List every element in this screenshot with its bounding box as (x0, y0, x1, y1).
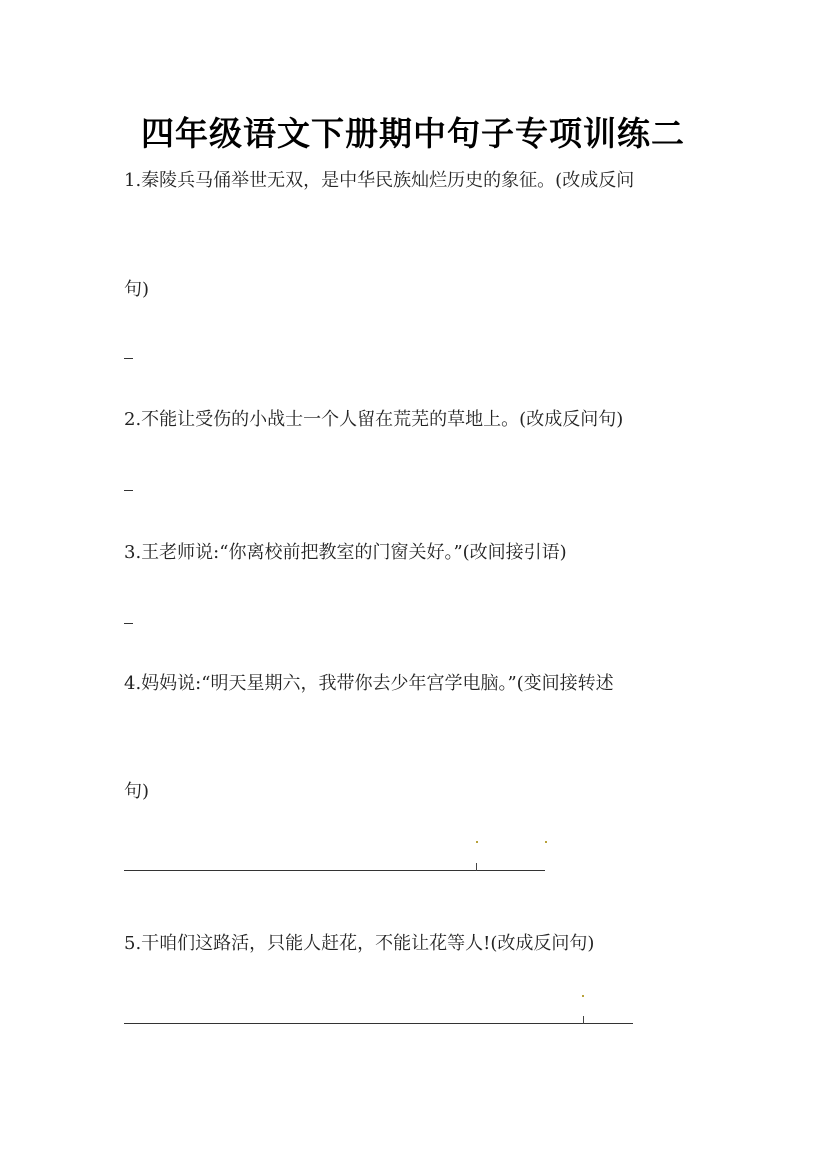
question-4-text-continued: 句) (124, 781, 150, 802)
question-4-answer-line[interactable] (124, 870, 545, 871)
question-2-text: 2.不能让受伤的小战士一个人留在荒芜的草地上。(改成反问句) (124, 409, 624, 430)
question-5-text: 5.干咱们这路活，只能人赶花，不能让花等人!(改成反问句) (124, 933, 595, 954)
question-4-text: 4.妈妈说:“明天星期六，我带你去少年宫学电脑。”(变间接转述 (124, 673, 614, 694)
question-5-answer-line[interactable] (124, 1023, 633, 1024)
decorative-dot (545, 841, 547, 843)
question-1-text: 1.秦陵兵马俑举世无双，是中华民族灿烂历史的象征。(改成反问 (124, 170, 635, 191)
decorative-dot (476, 841, 478, 843)
answer-line-tick (583, 1016, 584, 1024)
question-3-answer-blank[interactable] (124, 623, 133, 624)
question-1-answer-blank[interactable] (124, 358, 133, 359)
decorative-dot (582, 995, 584, 997)
question-2-answer-blank[interactable] (124, 490, 133, 491)
answer-line-tick (476, 863, 477, 871)
question-3-text: 3.王老师说:“你离校前把教室的门窗关好。”(改间接引语) (124, 542, 567, 563)
page-title: 四年级语文下册期中句子专项训练二 (141, 114, 685, 153)
question-1-text-continued: 句) (124, 279, 150, 300)
